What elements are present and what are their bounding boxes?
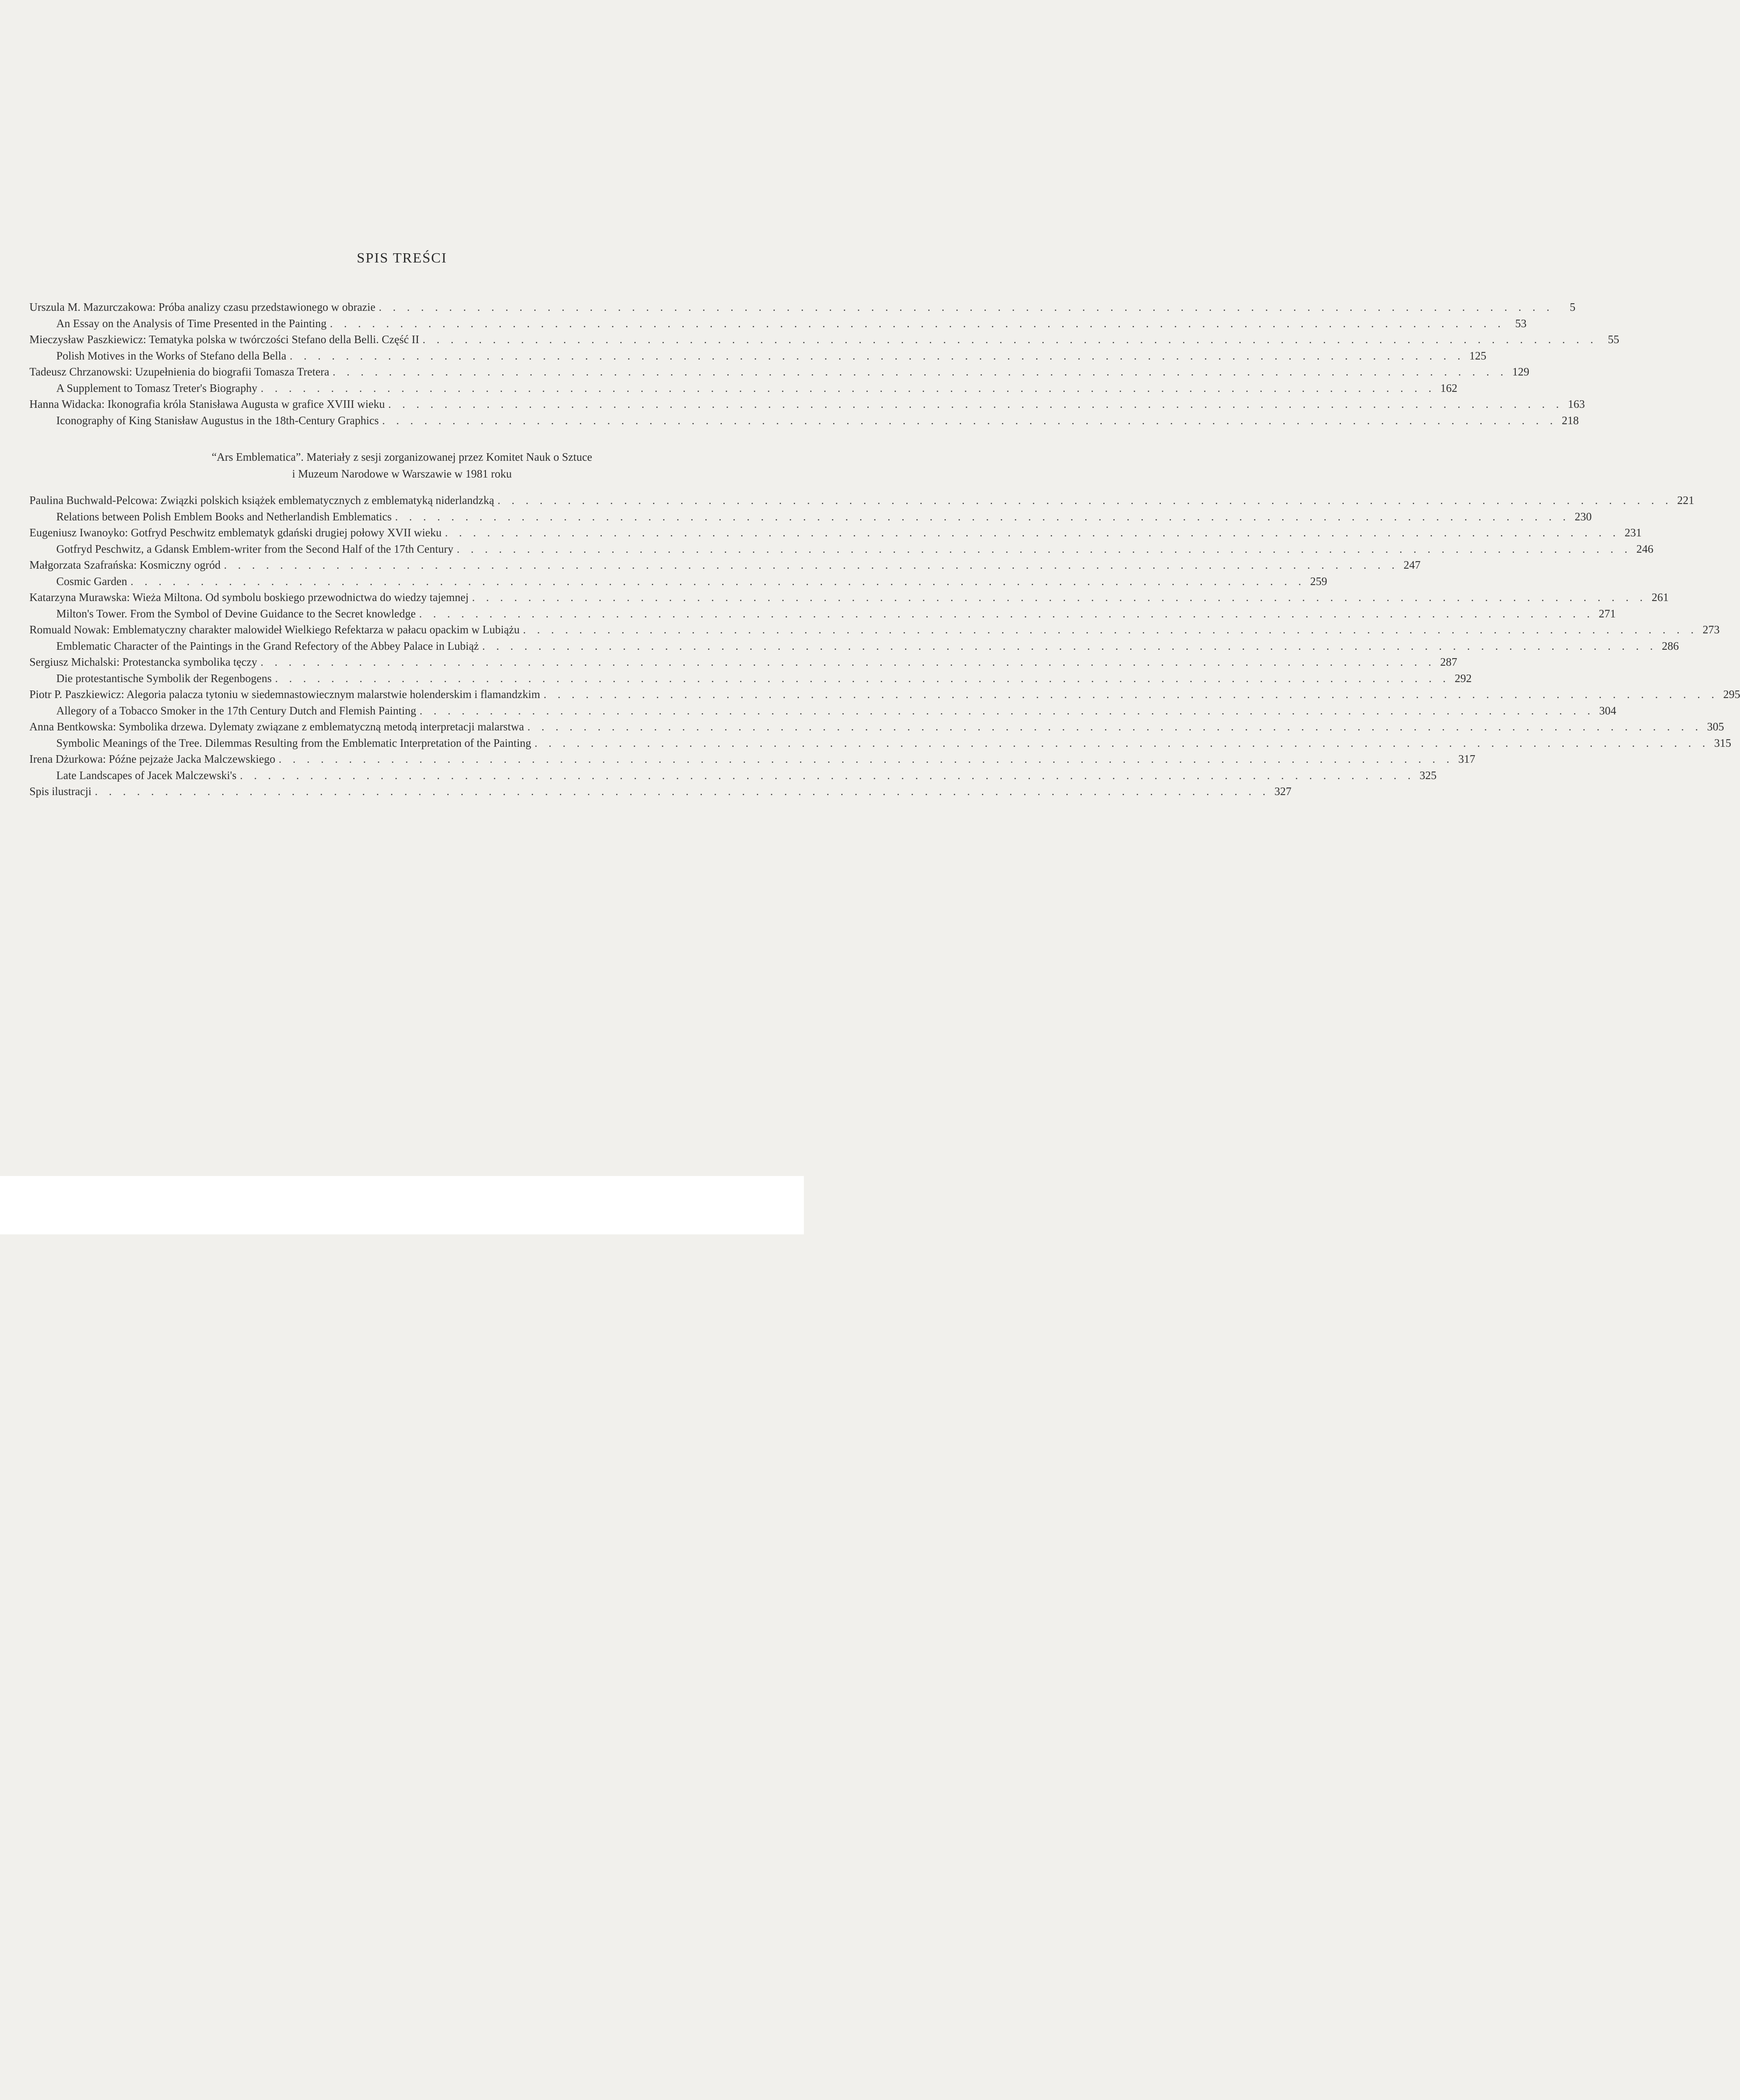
toc-entry-title: Milton's Tower. From the Symbol of Devine Guidance to the Secret knowledge <box>56 607 416 620</box>
toc-entry-title: Mieczysław Paszkiewicz: Tematyka polska w twórczości Stefano della Belli. Część II <box>29 333 420 346</box>
toc-entry <box>29 638 1679 654</box>
toc-entry <box>29 299 1576 315</box>
toc-entry <box>29 573 1327 590</box>
toc-entry <box>29 557 1421 573</box>
toc-entry <box>29 509 1592 525</box>
toc-entry-title: Piotr P. Paszkiewicz: Alegoria palacza tytoniu w siedemnastowiecznym malarstwie holenderskim i flamandzkim <box>29 688 541 701</box>
toc-entry-title: A Supplement to Tomasz Treter's Biography <box>56 381 257 394</box>
toc-entry-title: Relations between Polish Emblem Books and Netherlandish Emblematics <box>56 510 392 523</box>
leader-dots <box>261 380 1436 396</box>
section-heading-line-2: i Muzeum Narodowe w Warszawie w 1981 roku <box>292 467 512 480</box>
toc-entry-page: 287 <box>1440 656 1457 668</box>
toc-entry-page: 273 <box>1703 623 1720 636</box>
footer-bar <box>0 1176 804 1234</box>
toc-part-2 <box>29 492 1740 800</box>
leader-dots <box>330 315 1504 332</box>
toc-entry-page: 221 <box>1677 494 1694 507</box>
toc-entry-page: 5 <box>1569 301 1576 313</box>
toc-entry-title: Tadeusz Chrzanowski: Uzupełnienia do biografii Tomasza Tretera <box>29 365 330 378</box>
toc-entry <box>29 670 1472 687</box>
toc-entry-page: 304 <box>1599 704 1617 717</box>
toc-entry <box>29 719 1724 735</box>
toc-entry-page: 317 <box>1458 753 1475 765</box>
toc-entry-title: An Essay on the Analysis of Time Presented in the Painting <box>56 317 327 330</box>
toc-entry-page: 218 <box>1562 414 1579 427</box>
toc-entry <box>29 364 1530 380</box>
toc-entry-title: Urszula M. Mazurczakowa: Próba analizy czasu przedstawionego w obrazie <box>29 301 375 313</box>
leader-dots <box>543 686 1718 703</box>
leader-dots <box>382 412 1557 429</box>
toc-entry-page: 327 <box>1274 785 1291 798</box>
toc-entry-title: Polish Motives in the Works of Stefano della Bella <box>56 349 286 362</box>
toc-entry <box>29 606 1616 622</box>
toc-entry-page: 295 <box>1723 688 1740 701</box>
toc-entry-page: 315 <box>1714 736 1732 749</box>
leader-dots <box>131 573 1305 590</box>
leader-dots <box>388 396 1563 412</box>
toc-entry <box>29 396 1585 412</box>
toc-entry <box>29 380 1457 396</box>
toc-entry-title: Irena Dżurkowa: Późne pejzaże Jacka Malczewskiego <box>29 753 276 765</box>
toc-entry-title: Emblematic Character of the Paintings in the Grand Refectory of the Abbey Palace in Lubiąż <box>56 639 479 652</box>
toc-entry <box>29 315 1527 332</box>
toc-entry <box>29 654 1457 670</box>
toc-entry-page: 271 <box>1598 607 1616 620</box>
toc-entry-title: Spis ilustracji <box>29 785 92 798</box>
leader-dots <box>395 509 1570 525</box>
toc-entry-title: Symbolic Meanings of the Tree. Dilemmas Resulting from the Emblematic Interpretation of the Painting <box>56 736 531 749</box>
toc-entry <box>29 589 1669 606</box>
toc-entry <box>29 622 1720 638</box>
toc-entry-page: 325 <box>1419 769 1437 782</box>
toc-entry-title: Hanna Widacka: Ikonografia króla Stanisława Augusta w grafice XVIII wieku <box>29 398 385 410</box>
leader-dots <box>290 348 1464 364</box>
toc-entry-title: Romuald Nowak: Emblematyczny charakter malowideł Wielkiego Refektarza w pałacu opackim w Lubiążu <box>29 623 520 636</box>
leader-dots <box>260 654 1435 670</box>
leader-dots <box>275 670 1450 687</box>
toc-entry-title: Eugeniusz Iwanoyko: Gotfryd Peschwitz emblematyk gdański drugiej połowy XVII wieku <box>29 526 442 539</box>
toc-entry-title: Paulina Buchwald-Pelcowa: Związki polskich książek emblematycznych z emblematyką niderlandzką <box>29 494 494 507</box>
toc-entry <box>29 767 1437 784</box>
toc-entry <box>29 331 1619 348</box>
leader-dots <box>528 719 1702 735</box>
leader-dots <box>333 364 1507 380</box>
toc-entry-page: 261 <box>1651 591 1669 604</box>
leader-dots <box>240 767 1415 784</box>
section-heading-line-1: “Ars Emblematica”. Materiały z sesji zorganizowanej przez Komitet Nauk o Sztuce <box>212 451 592 463</box>
toc-part-1 <box>29 299 1619 428</box>
leader-dots <box>535 735 1709 751</box>
toc-entry-title: Iconography of King Stanisław Augustus in the 18th-Century Graphics <box>56 414 379 427</box>
toc-entry-title: Anna Bentkowska: Symbolika drzewa. Dylematy związane z emblematyczną metodą interpretacji malarstwa <box>29 720 524 733</box>
leader-dots <box>457 541 1632 557</box>
toc-entry <box>29 751 1475 767</box>
toc-entry <box>29 525 1642 541</box>
toc-entry-page: 162 <box>1440 381 1457 394</box>
toc-entry <box>29 541 1653 557</box>
toc-entry-title: Gotfryd Peschwitz, a Gdansk Emblem-writer from the Second Half of the 17th Century <box>56 542 454 555</box>
toc-entry-page: 246 <box>1636 542 1653 555</box>
toc-entry-title: Małgorzata Szafrańska: Kosmiczny ogród <box>29 559 221 571</box>
leader-dots <box>445 525 1620 541</box>
toc-entry-title: Allegory of a Tobacco Smoker in the 17th Century Dutch and Flemish Painting <box>56 704 416 717</box>
toc-entry <box>29 348 1487 364</box>
toc-entry-page: 286 <box>1661 639 1679 652</box>
toc-entry-page: 259 <box>1310 575 1327 588</box>
leader-dots <box>423 331 1597 348</box>
toc-entry-page: 129 <box>1512 365 1530 378</box>
toc-entry-title: Sergiusz Michalski: Protestancka symbolika tęczy <box>29 656 257 668</box>
toc-entry-page: 247 <box>1403 559 1421 571</box>
toc-entry-page: 231 <box>1625 526 1642 539</box>
toc-entry-page: 230 <box>1575 510 1592 523</box>
toc-entry <box>29 492 1694 509</box>
section-heading <box>0 449 804 482</box>
toc-entry-page: 53 <box>1515 317 1527 330</box>
leader-dots <box>523 622 1698 638</box>
leader-dots <box>420 703 1594 719</box>
leader-dots <box>498 492 1672 509</box>
toc-entry-page: 125 <box>1469 349 1487 362</box>
toc-entry <box>29 783 1291 800</box>
page-title: SPIS TREŚCI <box>357 250 447 266</box>
leader-dots <box>224 557 1399 573</box>
leader-dots <box>278 751 1453 767</box>
toc-entry-title: Katarzyna Murawska: Wieża Miltona. Od symbolu boskiego przewodnictwa do wiedzy tajemnej <box>29 591 469 604</box>
toc-entry-title: Cosmic Garden <box>56 575 127 588</box>
leader-dots <box>379 299 1554 315</box>
toc-entry-page: 305 <box>1707 720 1724 733</box>
leader-dots <box>472 589 1647 606</box>
toc-entry-page: 292 <box>1454 672 1472 685</box>
toc-entry-page: 55 <box>1608 333 1619 346</box>
toc-entry <box>29 735 1732 751</box>
toc-entry-page: 163 <box>1568 398 1585 410</box>
toc-entry <box>29 686 1740 703</box>
leader-dots <box>95 783 1270 800</box>
toc-entry <box>29 412 1579 429</box>
toc-entry-title: Die protestantische Symbolik der Regenbogens <box>56 672 272 685</box>
leader-dots <box>419 606 1594 622</box>
leader-dots <box>482 638 1657 654</box>
toc-entry-title: Late Landscapes of Jacek Malczewski's <box>56 769 237 782</box>
toc-entry <box>29 703 1617 719</box>
